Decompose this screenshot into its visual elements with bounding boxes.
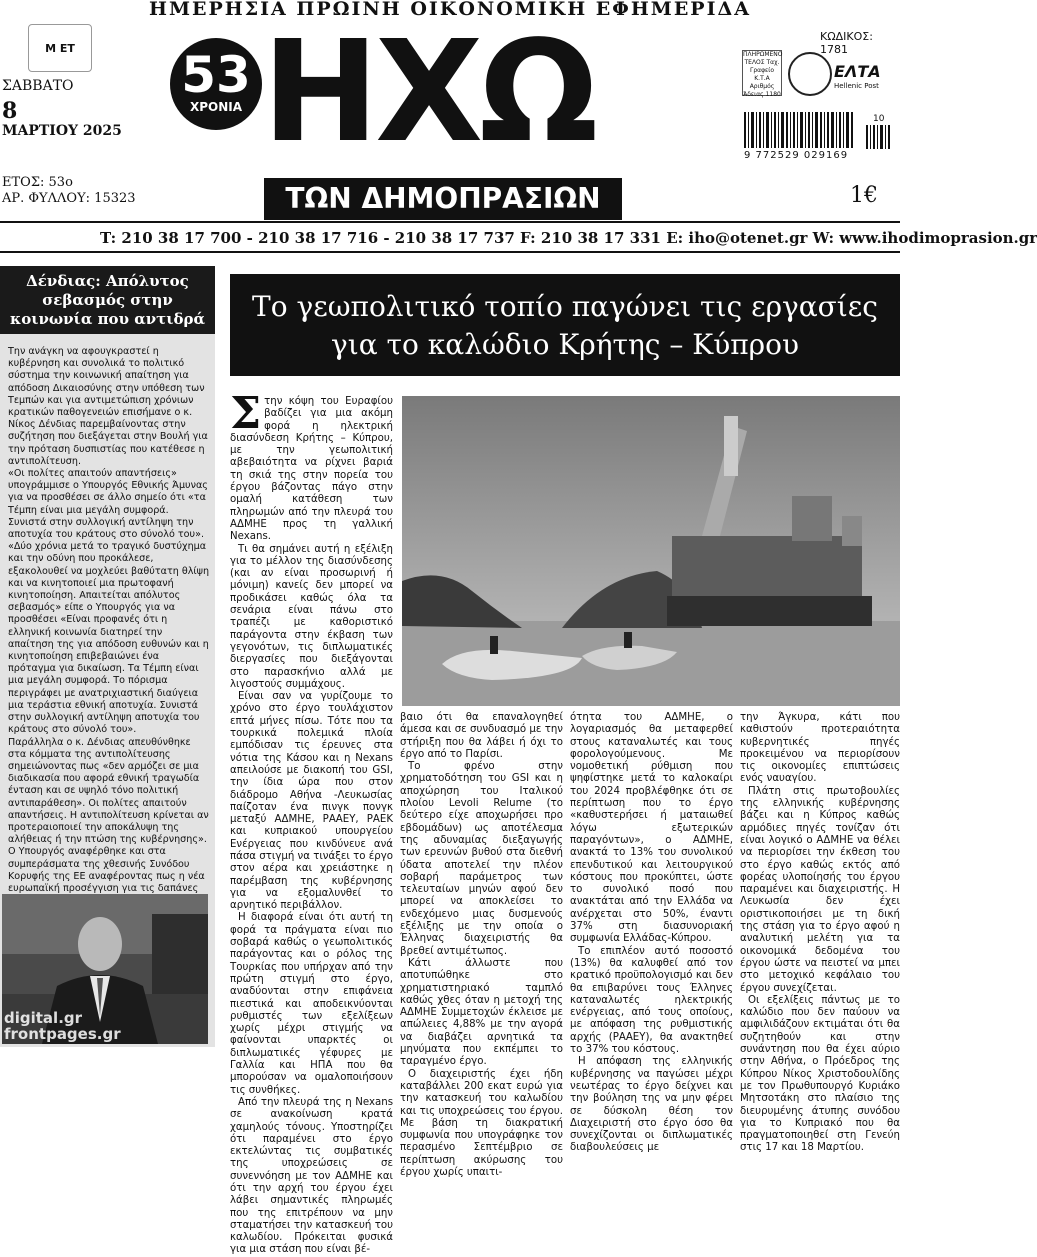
watermark [4, 1010, 121, 1042]
article-column-1 [230, 388, 393, 1256]
masthead-title: ΗΧΩ [262, 11, 595, 174]
met-logo [28, 24, 92, 72]
article-paragraph: Ο διαχειριστής έχει ήδη καταβάλλει 200 εκατ ευρώ για την κατασκευή του καλωδίου και τις υποχρεώσεις του έργου. Με βάση τη διακρατική συμφωνία που υπογράφηκε τον περασμένο Σεπτέμβριο σε περίπτωση ακύρωσης του έργου χωρίς υπαιτι- [400, 1068, 563, 1178]
article-paragraph-text: την κόψη του Ευραφίου βαδίζει για μια ακόμη φορά η ηλεκτρική διασύνδεση Κρήτης – Κύπρου, με την γεωπολιτική αβεβαιότητα να ρίχνει βαριά τη σκιά της στην πορεία του έργου βάζοντας πάγο στην ομαλή κατάθεση των πληρωμών από την πλευρά του ΑΔΜΗΕ προς τη γαλλική Nexans. [230, 396, 393, 543]
article-paragraph: Το επιπλέον αυτό ποσοστό (13%) θα καλυφθεί από τον κρατικό προϋπολογισμό και δεν θα επιβαρύνει τους Έλληνες καταναλωτές ηλεκτρικής ενέργειας, από τους οποίους, με απόφαση της ρυθμιστικής αρχής (ΡΑΑΕΥ), θα ανακτηθεί το 37% του κόστους. [570, 945, 733, 1056]
article-paragraph: Κάτι άλλωστε που αποτυπώθηκε στο χρηματιστηριακό ταμπλό καθώς χθες όταν η μετοχή της ΑΔΜΗΕ Συμμετοχών έκλεισε με απώλειες 4,88% με την αγορά να διαβάζει αρνητικά τα μηνύματα που εκπέμπει το ταραγμένο έργο. [400, 957, 563, 1068]
postage-paid-stamp: ΠΛΗΡΩΜΕΝΟ ΤΕΛΟΣ Ταχ. Γραφείο Κ.Τ.Α Αριθμός Άδειας 1180 [743, 51, 783, 98]
article-paragraph: Είναι σαν να γυρίζουμε το χρόνο στο έργο τουλάχιστον επτά μήνες πίσω. Τότε που τα τουρκικά πολεμικά πλοία εμπόδισαν τις έρευνες στα νότια της Κάσου και η Nexans απειλούσε με διακοπή του GSI, την ίδια ώρα που στον διάδρομο Αθήνα -Λευκωσίας παίζοταν ένα πινγκ πονγκ μεταξύ ΑΔΜΗΕ, ΡΑΑΕΥ, ΡΑΕΚ και κυπριακού υπουργείου Ενέργειας που κινδύνευε ανά πάσα στιγμή να τινάξει το έργο στον αέρα και χρειάστηκε η παρέμβαση της κυβέρνησης για να εξομαλυνθεί το αρνητικό περιβάλλον. [230, 691, 393, 912]
dropcap: Σ [230, 388, 262, 439]
code-label: ΚΩΔΙΚΟΣ: 1781 [820, 30, 873, 56]
elta-subtitle: Hellenic Post [834, 82, 879, 90]
contact-line: T: 210 38 17 700 - 210 38 17 716 - 210 38 17 737 F: 210 38 17 331 E: iho@otenet.gr W: www.ihodimoprasion.gr [100, 229, 1037, 247]
sidebar-headline: Δένδιας: Απόλυτος σεβασμός στην κοινωνία που αντιδρά [0, 266, 215, 334]
article-paragraph: Από την πλευρά της η Nexans σε ανακοίνωση κρατά χαμηλούς τόνους. Υποστηρίζει ότι παραμένει στο έργο εκτελώντας τις συμβατικές της υποχρεώσεις σε συνεννόηση με τον ΑΔΜΗΕ και ότι την αρχή του έργου έχει λάβει σημαντικές πληρωμές που της επιτρέπουν να μην σταματήσει την κατασκευή του καλωδίου. Πρόκειται φυσικά για μια στάση που είναι βέ- [230, 1096, 393, 1256]
article-paragraph: βαιο ότι θα επαναλογηθεί άμεσα και σε συνδυασμό με την στήριξη που θα λάβει ή όχι το έργο από το Παρίσι. [400, 712, 563, 760]
article-paragraph: Τι θα σημάνει αυτή η εξέλιξη για το μέλλον της διασύνδεσης (και αν είναι προσωρινή ή μόνιμη) κανείς δεν μπορεί να προδικάσει καθώς όλα τα σενάρια είναι πάνω στο τραπέζι με καθοριστικό παράγοντα στην έκβαση των γεγονότων, τις διπλωματικές διεργασίες που διεξάγονται στο παρασκήνιο αλλά με λιγοστούς συμμάχους. [230, 543, 393, 690]
cable-ship-photo [402, 396, 900, 706]
article-paragraph: Πλάτη στις πρωτοβουλίες της ελληνικής κυβέρνησης βάζει και η Κύπρος καθώς αρμόδιες πηγές τονίζαν ότι είναι λογικό ο ΑΔΜΗΕ να θέλει να περιορίσει την έκθεση του στο έργο καθώς εκτός από φορέας υλοποίησής του έργου παραμένει και διαχειριστής. Η Λευκωσία δεν έχει οριστικοποιήσει με τη δική της στάση για το έργο αφού η αναλυτική μελέτη για τα οικονομικά δεδομένα του έργου ώστε να πειστεί να μπει στο μετοχικό κεφάλαιο του έργου συνεχίζεται. [740, 785, 900, 994]
article-paragraph [230, 388, 393, 544]
article-paragraph: Το φρένο στην χρηματοδότηση του GSI και η αποχώρηση του Ιταλικού πλοίου Levoli Relume (το δεύτερο είχε αποχωρήσει προ εβδομάδων) ως αποτέλεσμα της αδυναμίας διεξαγωγής των ερευνών βυθού στα διεθνή ύδατα αποτελεί την πλέον σοβαρή παράμετρος των τελευταίων μηνών αφού δεν μπορεί να αποκλείσει το ενδεχόμενο μιας δυσμενούς εξέλιξης με την οποία ο Έλληνας διαχειριστής θα βρεθεί αντιμέτωπος. [400, 761, 563, 957]
watermark-line: digital.gr [4, 1009, 83, 1027]
barcode-addon-icon [866, 125, 892, 149]
header-divider [0, 221, 900, 223]
met-logo-text: Μ ΕΤ [45, 41, 75, 55]
barcode-addon: 10 [873, 114, 885, 124]
issue-year-label: ΕΤΟΣ: 53ο [2, 175, 73, 190]
main-headline: Το γεωπολιτικό τοπίο παγώνει τις εργασίες για το καλώδιο Κρήτης – Κύπρου [230, 274, 900, 376]
anniversary-badge [170, 38, 262, 130]
sidebar-paragraph: Παράλληλα ο κ. Δένδιας απευθύνθηκε στα κόμματα της αντιπολίτευσης σημειώνοντας πως «δεν αρμόζει σε μια διαδικασία που αφορά εθνική τραγωδία ένταση και σε υψηλό τόνο πολιτική αντιπαράθεση». Οι πολίτες απαιτούν απαντήσεις. Η αντιπολίτευση κρίνεται αν προτεραιοποιεί την αποκάλυψη της αλήθειας ή την πτώση της κυβέρνησης». [8, 736, 209, 846]
sidebar-paragraph: «Δύο χρόνια μετά το τραγικό δυστύχημα και την οδύνη που προκάλεσε, εξακολουθεί να μοχλεύει βαθύτατη θλίψη και να κινητοποιεί μια πρωτοφανή κινητοποίηση. Απαιτείται απόλυτος σεβασμός» είπε ο Υπουργός για να προσθέσει «Είναι προφανές ότι η ελληνική κοινωνία διατηρεί την απαίτηση της για απόδοση ευθυνών και η κινητοποίηση επιβεβαιώνει ένα πρόταγμα για δικαίωση. Τα Τέμπη είναι μια μεγάλη συμφορά. Το πόρισμα περιγράφει με ανατριχιαστική διαύγεια μια τεράστια εθνική αποτυχία. Συνιστά στην συλλογική αντίληψη αποτυχία του κράτους στο σύνολό του». [8, 541, 210, 736]
sidebar-paragraph: Ο Υπουργός αναφέρθηκε και στα συμπεράσματα της χθεσινής Συνόδου Κορυφής της ΕΕ αναφέροντας πως η νέα ευρωπαϊκή προσέγγιση για τις δαπάνες [8, 846, 205, 894]
contact-divider [0, 251, 900, 253]
article-column-2 [400, 712, 563, 1178]
article-paragraph: Η απόφαση της ελληνικής κυβέρνησης να παγώσει μέχρι νεωτέρας το έργο δείχνει και την βούληση της να μην φέρει σε δύσκολη θέση τον Διαχειριστή στο έργο όσο θα συνεχίζονται οι διπλωματικές διαβουλεύσεις με [570, 1056, 733, 1154]
article-paragraph: Οι εξελίξεις πάντως με το καλώδιο που δεν παύουν να αμφιλιδάζουν εκτιμάται ότι θα συζητηθούν και στην συνάντηση που θα έχει αύριο στην Αθήνα, ο Πρόεδρος της Κύπρου Νίκος Χριστοδουλίδης με τον Πρωθυπουργό Κυριάκο Μητσοτάκη στο πλαίσιο της διευρυμένης άτυπης συνόδου για το Κυπριακό που θα πραγματοποιηθεί στη Γενεύη στις 17 και 18 Μαρτίου. [740, 994, 900, 1154]
elta-logo: ΕΛΤΑ [834, 62, 881, 81]
issue-date-number: 8 [2, 98, 18, 124]
article-paragraph: Η διαφορά είναι ότι αυτή τη φορά τα πράγματα είναι πιο σοβαρά καθώς ο γεωπολιτικός παράγοντας και ο ρόλος της Τουρκίας που υπήρχαν από την πρώτη στιγμή στο έργο, αναδύονται στην επιφάνεια πιεστικά και αποδεικνύονται ρυθμιστές των εξελίξεων χωρίς μέχρι στιγμής να φαίνονται υπαρκτές οι διπλωματικές γέφυρες με Γαλλία και ΗΠΑ που θα μπορούσαν να ομαλοποιήσουν τις συνθήκες. [230, 912, 393, 1096]
price: 1€ [850, 183, 878, 208]
sidebar-article-text [8, 346, 210, 894]
anniversary-text: ΧΡΟΝΙΑ [189, 100, 243, 114]
issue-month-year: ΜΑΡΤΙΟΥ 2025 [2, 123, 122, 139]
masthead-subtitle: ΤΩΝ ΔΗΜΟΠΡΑΣΙΩΝ [264, 178, 622, 220]
issue-day: ΣΑΒΒΑΤΟ [2, 78, 74, 94]
article-column-3 [570, 712, 733, 1154]
sidebar-paragraph: «Οι πολίτες απαιτούν απαντήσεις» υπογράμμισε ο Υπουργός Εθνικής Άμυνας για να προσθέσει σε άλλο σημείο ότι «τα Τέμπη είναι μια μεγάλη συμφορά. Συνιστά στην συλλογική αντίληψη την αποτυχία του κράτους στο σύνολό του». [8, 468, 208, 541]
article-column-4 [740, 712, 900, 1154]
newspaper-tagline: ΗΜΕΡΗΣΙΑ ΠΡΩΙΝΗ ΟΙΚΟΝΟΜΙΚΗ ΕΦΗΜΕΡΙΔΑ [149, 0, 751, 20]
watermark-line: frontpages.gr [4, 1025, 121, 1043]
barcode-number: 9 772529 029169 [744, 150, 849, 161]
barcode-icon [744, 112, 854, 148]
sidebar-paragraph: Την ανάγκη να αφουγκραστεί η κυβέρνηση και συνολικά το πολιτικό σύστημα την κοινωνική απαίτηση για απόδοση Δικαιοσύνης στην υπόθεση των Τεμπών και για αντιμετώπιση χρόνιων κρατικών παθογενειών επισήμανε ο κ. Νίκος Δένδιας παρεμβαίνοντας στην συζήτηση που διεξάγεται στην Βουλή για την πρόταση δυσπιστίας που κατέθεσε η αντιπολίτευση. [8, 346, 208, 467]
anniversary-number: 53 [181, 46, 251, 104]
article-paragraph: την Άγκυρα, κάτι που καθιστούν προτεραιότητα κυβερνητικές πηγές προκειμένου να περιορίσουν τις οικονομίες επιπτώσεις ενός ναυαγίου. [740, 712, 900, 785]
article-paragraph: ότητα του ΑΔΜΗΕ, ο λογαριασμός θα μεταφερθεί στους καταναλωτές και τους φορολογούμενους. Με νομοθετική ρύθμιση που ψηφίστηκε μετά το καλοκαίρι του 2024 προβλέφθηκε ότι σε περίπτωση που το έργο «καθυστερήσει ή ματαιωθεί λόγω εξωτερικών παραγόντων», ο ΑΔΜΗΕ, ανακτά το 13% του συνολικού επενδυτικού και λειτουργικού κόστους που προκύπτει, ώστε το συνολικό ποσό που ανακτάται από την Ελλάδα να ανέρχεται στο 50%, έναντι 37% στη διασυνοριακή συμφωνία Ελλάδας-Κύπρου. [570, 712, 733, 945]
issue-number-label: ΑΡ. ΦΥΛΛΟΥ: 15323 [2, 191, 136, 206]
seal-icon [788, 52, 832, 96]
